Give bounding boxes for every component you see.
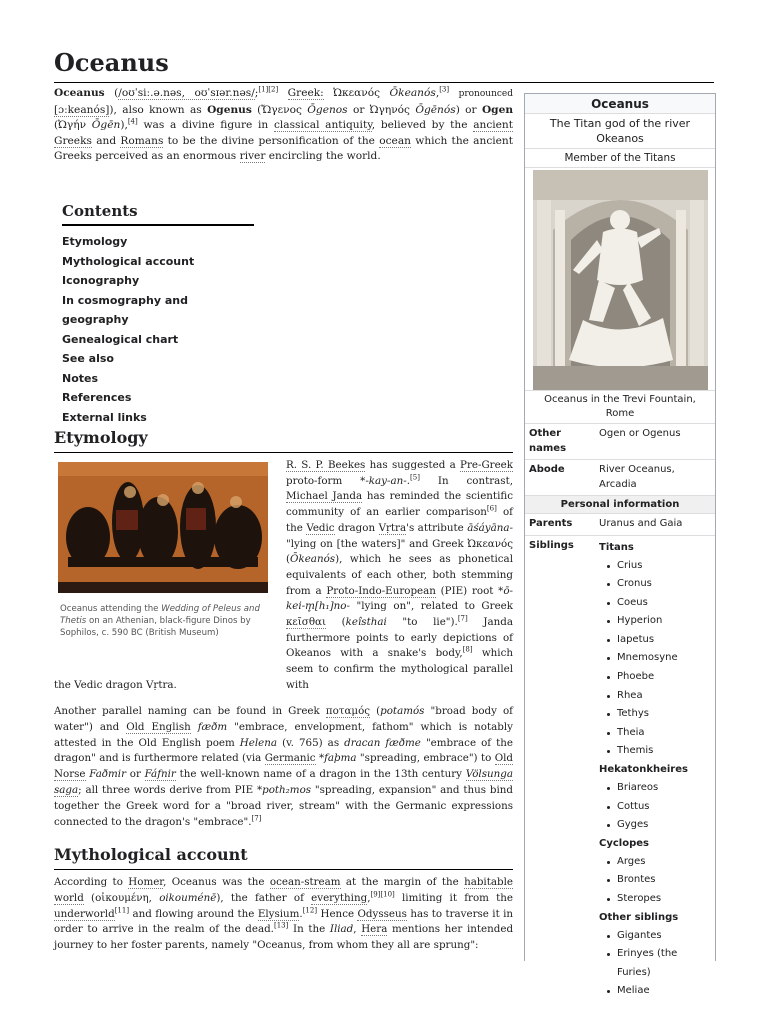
cyclopes-list: [599, 853, 711, 909]
dinos-figure: [54, 462, 270, 639]
ref[interactable]: [5]: [410, 473, 420, 482]
text: ), the father of: [216, 891, 304, 904]
ocean-stream-link[interactable]: ocean-stream: [269, 876, 341, 888]
sibling-item[interactable]: Theia: [603, 724, 711, 743]
sibling-item[interactable]: Tethys: [603, 705, 711, 724]
infobox-image-cell: [525, 167, 715, 390]
sibling-item[interactable]: Rhea: [603, 687, 711, 706]
text: "lying on [the waters]" and Greek: [286, 537, 464, 550]
text: or: [129, 768, 141, 781]
old-english-link[interactable]: Old English: [126, 720, 191, 733]
text: "to lie").: [402, 616, 458, 629]
text: "embrace, envelopment, fathom" which is notably attested in the Old English poem: [54, 720, 513, 749]
sibling-item[interactable]: Gyges: [603, 816, 711, 835]
row-label: Abode: [529, 464, 565, 475]
row-label: Siblings: [529, 539, 574, 551]
sibling-item[interactable]: Briareos: [603, 779, 711, 798]
transliteration: Ōgenos: [307, 103, 348, 116]
text: to be the divine personification of the: [167, 134, 375, 147]
caption-text: on an Athenian, black-figure Dinos by Sophilos, c. 590 BC (British Museum): [60, 616, 251, 638]
etymology-heading: Etymology: [54, 428, 148, 447]
transliteration: Ōgēn: [91, 119, 121, 132]
sibling-item[interactable]: Erinyes (the Furies): [603, 945, 711, 982]
poem-title: Helena: [239, 736, 278, 749]
siblings-list: [593, 536, 715, 1004]
text: has to traverse it in order to arrive in the realm of the dead.: [54, 907, 514, 936]
lead-paragraph: Oceanus (/oʊˈsiː.ə.nəs, oʊˈsɪər.nəs/;[1][2] Greek: Ὠκεανός Ōkeanós,[3] pronounced [ɔːkeanós]), also known as Ogenus (Ὤγενος Ōgenos or Ὠγηνός Ōgēnós) or Ogen (Ὠγήν Ōgēn),[4] was a divine figure in classical antiquity, believed by the ancient Greeks and Romans to be the divine personification of the ocean which the ancient Greeks perceived as an enormous river encircling the world.: [54, 85, 514, 163]
old-norse-link[interactable]: Old Norse: [54, 752, 514, 781]
everything-link[interactable]: everything: [311, 891, 368, 904]
contents-heading: Contents: [62, 202, 254, 226]
table-of-contents: [62, 202, 254, 427]
section-divider: [54, 452, 513, 453]
greek-word: Ὠκεανός: [333, 87, 381, 99]
odysseus-link[interactable]: Odysseus: [357, 907, 407, 920]
caption-italic: Wedding of Peleus and Thetis: [60, 604, 260, 626]
text: "lying on", related to Greek: [356, 600, 513, 613]
text: According to: [54, 876, 123, 888]
row-value: Uranus and Gaia: [599, 518, 683, 529]
text: which the ancient Greeks perceived as an enormous: [54, 134, 513, 163]
sibling-item[interactable]: Cronus: [603, 575, 711, 594]
norse-word: Faðmir: [89, 768, 127, 781]
ref[interactable]: [8]: [462, 646, 473, 655]
text: Another parallel naming can be found in Greek: [54, 705, 320, 717]
ref[interactable]: [1][2]: [258, 85, 279, 94]
infobox-row-parents: [525, 513, 715, 535]
text: proto-form: [286, 474, 343, 487]
infobox-row-other-names: [525, 423, 715, 459]
transliteration: keîsthai: [345, 616, 387, 629]
sibling-item[interactable]: Mnemosyne: [603, 649, 711, 668]
alt-name-ogenus: Ogenus: [207, 103, 252, 116]
text: or: [352, 103, 365, 116]
sibling-item[interactable]: Gigantes: [603, 927, 711, 946]
caption-text: Oceanus attending the: [60, 604, 159, 614]
romans-link[interactable]: Romans: [120, 134, 164, 147]
pie-link[interactable]: Proto-Indo-European: [326, 584, 436, 597]
text: In contrast,: [437, 474, 513, 487]
ref[interactable]: [3]: [439, 85, 450, 94]
old-english-word: fæðm: [197, 720, 228, 733]
text: limiting it from the: [402, 891, 513, 904]
page-title: Oceanus: [54, 48, 169, 77]
pronounced-label: pronounced: [458, 89, 513, 99]
text: ,: [353, 923, 357, 936]
sibling-item[interactable]: Iapetus: [603, 631, 711, 650]
sibling-item[interactable]: Cottus: [603, 798, 711, 817]
ref[interactable]: [7]: [457, 614, 468, 623]
janda-link[interactable]: Michael Janda: [286, 490, 363, 503]
proto-form: *-kay-an-: [360, 474, 407, 487]
personal-information-header: Personal information: [525, 495, 715, 513]
dinos-vase-image[interactable]: [58, 462, 268, 593]
contents-item-iconography[interactable]: Iconography: [62, 274, 140, 287]
transliteration: Ōkeanós: [290, 553, 336, 566]
also-known-text: also known as: [122, 103, 202, 116]
river-link[interactable]: river: [239, 150, 266, 163]
work-title: Iliad: [329, 923, 354, 936]
text: and: [96, 134, 117, 147]
infobox-member: Member of the Titans: [525, 148, 715, 167]
row-value: Ogen or Ogenus: [599, 428, 681, 439]
mythological-account-heading: Mythological account: [54, 845, 248, 864]
contents-item-genealogical-chart[interactable]: Genealogical chart: [62, 332, 179, 346]
sibling-item[interactable]: Crius: [603, 557, 711, 576]
text: 's attribute: [406, 521, 464, 534]
figure-caption: [60, 603, 270, 639]
contents-item-references[interactable]: References: [62, 391, 132, 404]
text: , Oceanus was the: [163, 876, 265, 888]
hera-link[interactable]: Hera: [361, 923, 388, 936]
greek-word: Ὠγήν: [58, 119, 87, 132]
text: or: [465, 103, 477, 116]
ipa-link[interactable]: /oʊˈsiː.ə.nəs, oʊˈsɪər.nəs/: [118, 87, 255, 99]
germanic-link[interactable]: Germanic: [264, 752, 316, 765]
text: (v. 765) as: [282, 736, 340, 749]
etymology-paragraph-2: Another parallel naming can be found in Greek ποταμός (potamós "broad body of water") and Old English fæðm "embrace, envelopment, fathom" which is notably attested in the Old English poem Helena (v. 765) as dracan fæðme "embrace of the dragon" and is furthermore related (via Germanic *faþma "spreading, embrace") to Old Norse Faðmir or Fáfnir the well-known name of a dragon in the 13th century Völsunga saga; all three words derive from PIE *poth₂mos "spreading, expansion" and thus bind together the Greek word for a "broad river, stream" with the Germanic expressions connected to the dragon's "embrace".[7]: [54, 705, 514, 828]
contents-item-see-also[interactable]: See also: [62, 352, 114, 365]
homer-link[interactable]: Homer: [128, 876, 164, 888]
infobox-row-abode: [525, 459, 715, 495]
section-divider: [54, 869, 513, 870]
fafnir-link[interactable]: Fáfnir: [144, 768, 176, 781]
other-siblings-list: [599, 927, 711, 1001]
sibling-item[interactable]: Arges: [603, 853, 711, 872]
ancient-link[interactable]: ancient: [473, 119, 513, 132]
text: encircling the world.: [268, 150, 381, 163]
row-label: Parents: [529, 518, 573, 529]
text: was a divine figure in: [143, 119, 269, 132]
text: In the: [293, 923, 326, 936]
beekes-link[interactable]: R. S. P. Beekes: [286, 459, 366, 471]
sibling-item[interactable]: Meliae: [603, 982, 711, 1001]
infobox-subtitle: The Titan god of the river Okeanos: [525, 113, 715, 148]
sibling-item[interactable]: Steropes: [603, 890, 711, 909]
sibling-item[interactable]: Hyperion: [603, 612, 711, 631]
text: dragon: [338, 521, 376, 534]
titans-list: [599, 557, 711, 762]
text: Janda furthermore points to early depictions of Okeanos with a snake's body,: [286, 616, 514, 660]
greek-word: οἰκουμένη: [95, 891, 149, 904]
sibling-item[interactable]: Themis: [603, 742, 711, 761]
sibling-group-title: Cyclopes: [599, 837, 649, 849]
sibling-group-title: Hekatonkheires: [599, 764, 688, 776]
row-label: Other names: [529, 428, 567, 454]
elysium-link[interactable]: Elysium: [257, 907, 300, 920]
text: (PIE) root: [440, 584, 494, 597]
text: "spreading, expansion" and thus bind together the Greek word for a "broad river, stream" with the Germanic expressions connected to the dragon's "embrace".: [54, 783, 513, 828]
ocean-link[interactable]: ocean: [379, 134, 411, 147]
transliteration: Ōgēnós: [415, 103, 456, 116]
pie-root: *poth₂mos: [256, 783, 312, 796]
keisthai-link[interactable]: κεῖσθαι: [286, 616, 327, 629]
transliteration: oikouménē: [159, 891, 217, 904]
contents-item-external-links[interactable]: External links: [62, 410, 147, 424]
infobox-row-siblings: [525, 535, 715, 1004]
pre-greek-link[interactable]: Pre-Greek: [460, 459, 514, 471]
text: "spreading, embrace") to: [359, 752, 492, 765]
vrtra-link[interactable]: Vṛtra: [378, 521, 407, 534]
infobox-image-caption: Oceanus in the Trevi Fountain, Rome: [525, 390, 715, 423]
ref[interactable]: [9][10]: [370, 890, 395, 899]
text: has reminded the scientific community of an earlier comparison: [286, 490, 513, 519]
greek-word: Ὠγηνός: [369, 103, 410, 116]
germanic-word: *faþma: [318, 752, 357, 765]
ref[interactable]: [11]: [114, 906, 130, 915]
text: and flowing around the: [132, 907, 255, 920]
alt-name-ogen: Ogen: [481, 103, 514, 116]
underworld-link[interactable]: underworld: [54, 907, 115, 920]
ref[interactable]: [6]: [486, 504, 497, 513]
habitable-world-link[interactable]: habitable world: [54, 876, 513, 904]
text: the well-known name of a dragon in the 13th century: [179, 768, 462, 781]
greeks-link[interactable]: Greeks: [54, 134, 92, 147]
etymology-paragraph-1-tail: the Vedic dragon Vṛtra.: [54, 679, 177, 691]
text: , believed by the: [371, 119, 468, 132]
pronunciation-link[interactable]: [ɔːkeanós]: [54, 103, 110, 116]
row-value: River Oceanus, Arcadia: [599, 464, 675, 490]
volsunga-saga-link[interactable]: Völsunga saga: [54, 768, 513, 796]
title-divider: [54, 82, 714, 83]
sibling-item[interactable]: Phoebe: [603, 668, 711, 687]
mythological-paragraph: According to Homer, Oceanus was the ocean-stream at the margin of the habitable world (οἰκουμένη, oikouménē), the father of everything,[9][10] limiting it from the underworld[11] and flowing around the Elysium.[12] Hence Odysseus has to traverse it in order to arrive in the realm of the dead.[13] In the Iliad, Hera mentions her intended journey to her foster parents, namely "Oceanus, from whom they all are sprung":: [54, 876, 514, 952]
sibling-item[interactable]: Brontes: [603, 871, 711, 890]
contents-item-notes[interactable]: Notes: [62, 371, 99, 385]
greek-transliteration: Ōkeanós: [389, 87, 436, 99]
hekatonkheires-list: [599, 779, 711, 835]
pie-root: *ō-kei-m̥[h₁]no-: [286, 584, 513, 613]
text: "embrace of the dragon" and is furthermore related (via: [54, 736, 513, 765]
contents-list: [62, 232, 254, 427]
vedic-link[interactable]: Vedic: [306, 521, 335, 534]
ref[interactable]: [12]: [302, 906, 318, 915]
infobox: [524, 93, 716, 997]
sibling-group-title: Titans: [599, 541, 634, 553]
text: of the: [286, 506, 513, 534]
sibling-group-title: Other siblings: [599, 911, 679, 923]
contents-item-cosmography[interactable]: In cosmography and geography: [62, 293, 188, 326]
contents-item-etymology[interactable]: Etymology: [62, 235, 128, 248]
trevi-statue-image[interactable]: [533, 170, 708, 390]
text: "broad body of water") and: [54, 705, 513, 733]
text: Hence: [320, 907, 355, 920]
text: ), which he sees as phonetical equivalents of each other, both stemming from a: [286, 553, 513, 597]
text: ; all three words derive from PIE: [78, 783, 254, 796]
old-english-phrase: dracan fæðme: [344, 736, 421, 749]
sanskrit-term: āśáyāna-: [467, 521, 514, 534]
text: which seem to confirm the mythological parallel with: [286, 647, 513, 691]
infobox-title: Oceanus: [591, 97, 649, 111]
lead-name: Oceanus: [54, 87, 105, 99]
ref[interactable]: [7]: [251, 814, 262, 823]
etymology-paragraph-1: R. S. P. Beekes has suggested a Pre-Greek proto-form *-kay-an-.[5] In contrast, Michael Janda has reminded the scientific community of an earlier comparison[6] of the Vedic dragon Vṛtra's attribute āśáyāna- "lying on [the waters]" and Greek Ὠκεανός (Ōkeanós), which he sees as phonetical equivalents of each other, both stemming from a Proto-Indo-European (PIE) root *ō-kei-m̥[h₁]no- "lying on", related to Greek κεῖσθαι (keîsthai "to lie").[7] Janda furthermore points to early depictions of Okeanos with a snake's body,[8] which seem to confirm the mythological parallel with: [286, 459, 514, 691]
sibling-item[interactable]: Coeus: [603, 594, 711, 613]
ref[interactable]: [13]: [273, 921, 289, 930]
text: at the margin of the: [345, 876, 459, 888]
text: has suggested a: [369, 459, 456, 471]
greek-word: Ὠκεανός: [467, 537, 513, 550]
ref[interactable]: [4]: [127, 117, 138, 126]
contents-item-mythological-account[interactable]: Mythological account: [62, 254, 195, 268]
greek-word: Ὤγενος: [261, 103, 302, 116]
potamos-link[interactable]: ποταμός: [325, 705, 371, 717]
transliteration: potamós: [380, 705, 425, 717]
text: mentions her intended journey to her foster parents, namely "Oceanus, from whom they all are sprung":: [54, 923, 514, 952]
classical-antiquity-link[interactable]: classical antiquity: [273, 119, 372, 132]
greek-language-link[interactable]: Greek:: [287, 87, 324, 99]
